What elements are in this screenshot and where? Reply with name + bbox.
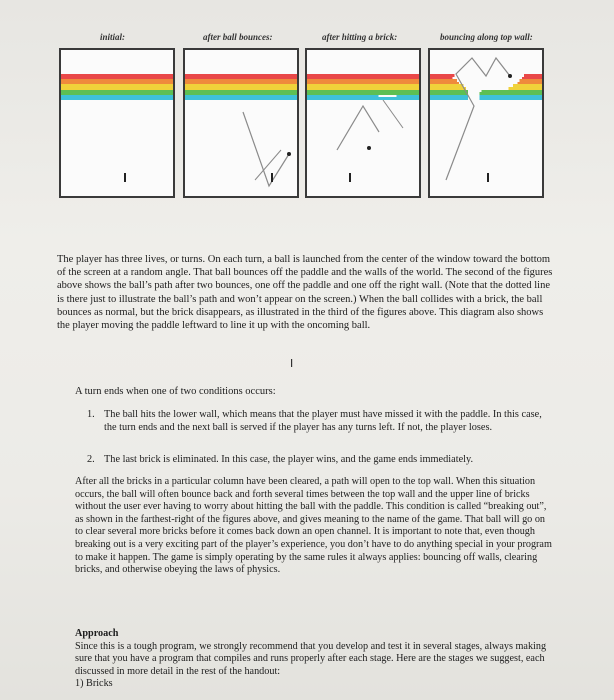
caption-after-brick: after hitting a brick: [322,32,398,42]
approach-section [75,628,555,691]
ball-path [185,50,299,198]
condition-text: The ball hits the lower wall, which means that the player must have missed it with the paddle. In this case, the turn ends and the next ball is served if the player has any turns left. If not, the player loses. [104,409,542,433]
condition-number: 1. [87,409,95,420]
turn-end-intro: A turn ends when one of two conditions occurs: [75,386,276,397]
stage-bricks: 1) Bricks [75,678,113,690]
caption-top-wall: bouncing along top wall: [440,32,533,42]
brick-wall [61,74,173,100]
caption-after-bounce: after ball bounces: [203,32,273,42]
approach-heading: Approach [75,628,119,639]
paragraph-turns: The player has three lives, or turns. On each turn, a ball is launched from the center of the window toward the bottom of the screen at a random angle. That ball bounces off the paddle and the walls of the world. The second of the figures above shows the ball’s path after two bounces, one off the paddle and one off the right wall. (Note that the dotted line is there just to illustrate the ball’s path and won’t appear on the screen.) When the ball collides with a brick, the ball bounces as normal, but the brick disappears, as illustrated in the third of the figures above. This diagram also shows the player moving the paddle leftward to line it up with the oncoming ball. [57,254,553,332]
condition-item [87,409,554,435]
figure-after-bounce [183,48,299,198]
condition-number: 2. [87,454,95,465]
ball [508,74,512,78]
figure-top-wall [428,48,544,198]
paddle [271,173,273,182]
ball-path [307,50,421,198]
text-cursor-icon: I [290,357,294,370]
paragraph-breaking-out: After all the bricks in a particular column have been cleared, a path will open to the top wall. When this situation occurs, the ball will often bounce back and forth several times between the top wall and the upper line of bricks without the user ever having to worry about hitting the ball with the paddle. This condition is called “breaking out”, as shown in the farthest-right of the figures above, and gives meaning to the name of the game. That ball will go on to clear several more bricks before it comes back down an open channel. It is important to note that, even though breaking out is a very exciting part of the player’s experience, you don’t have to do anything special in your program to make it happen. The game is simply operating by the same rules it always applies: bouncing off walls, clearing bricks, and otherwise obeying the laws of physics. [75,476,552,576]
caption-initial: initial: [100,32,126,42]
figure-initial [59,48,175,198]
paddle [124,173,126,182]
ball [287,152,291,156]
ball [367,146,371,150]
condition-text: The last brick is eliminated. In this case, the player wins, and the game ends immediately. [104,454,474,465]
approach-text: Since this is a tough program, we strongly recommend that you develop and test it in several stages, always making sure that you have a program that compiles and runs properly after each stage. Here are the stages we suggest, each discussed in more detail in the rest of the handout: [75,640,547,677]
figure-after-brick [305,48,421,198]
paddle [487,173,489,182]
paddle [349,173,351,182]
condition-item [87,454,554,467]
